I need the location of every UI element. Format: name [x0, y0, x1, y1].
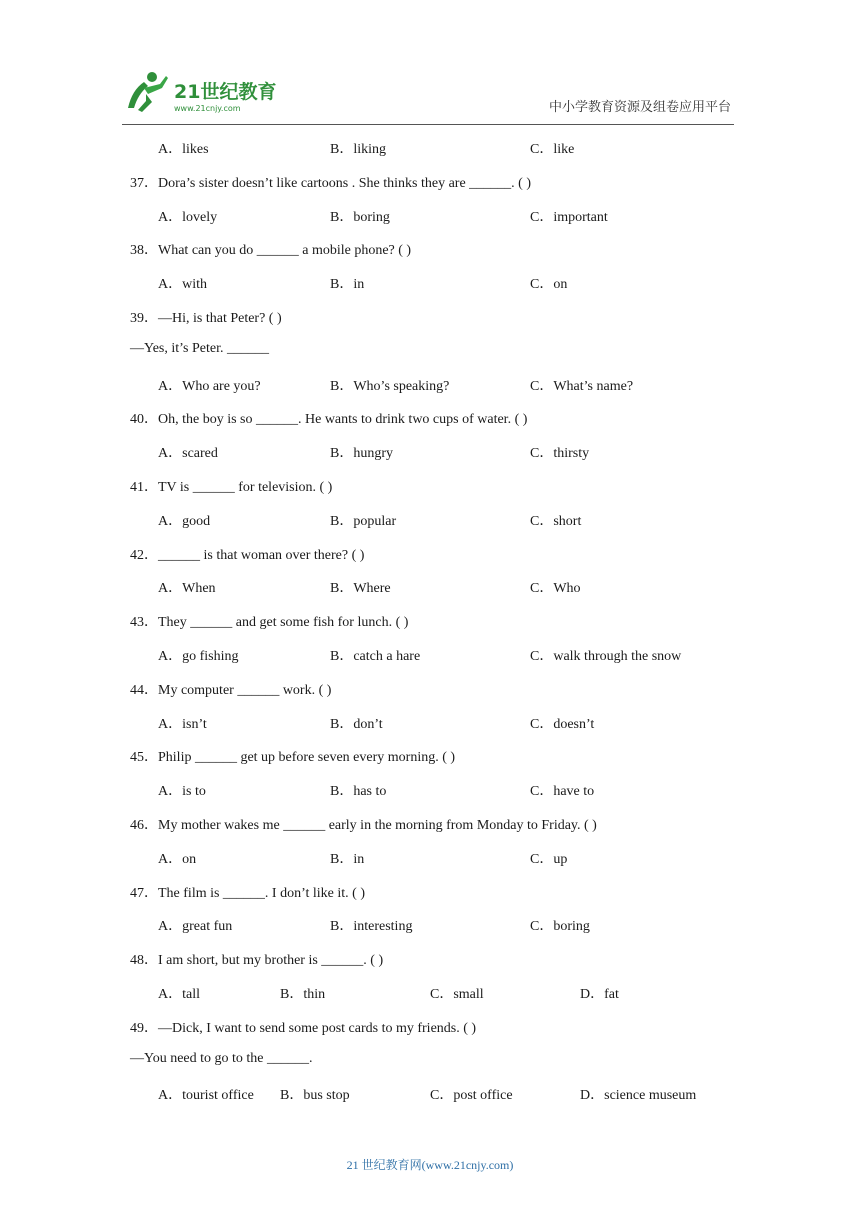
option-letter: B． — [330, 142, 354, 157]
option-letter: B． — [330, 919, 354, 935]
option-letter: C． — [530, 581, 554, 597]
option-text: have to — [553, 784, 595, 800]
answer-option — [330, 577, 391, 597]
answer-option — [158, 273, 207, 293]
answer-option — [530, 713, 594, 733]
option-letter: C． — [530, 378, 554, 394]
answer-option — [158, 577, 216, 597]
option-letter: A． — [158, 142, 183, 157]
option-letter: C． — [530, 513, 554, 529]
answer-option — [330, 138, 386, 158]
option-letter: C． — [430, 1088, 454, 1104]
answer-option — [330, 206, 390, 226]
question-text: Philip ______ get up before seven every morning. ( ) — [158, 750, 456, 766]
option-text: science museum — [604, 1088, 697, 1104]
answer-option — [530, 510, 581, 530]
option-letter: C． — [430, 987, 454, 1002]
option-letter: C． — [530, 716, 554, 732]
question-number: 42． — [130, 547, 158, 563]
question-stem — [130, 882, 365, 902]
answer-option — [530, 780, 594, 800]
option-text: great fun — [182, 919, 233, 935]
question-number: 48． — [130, 953, 158, 969]
answer-option — [158, 848, 196, 868]
option-letter: B． — [330, 446, 354, 462]
option-letter: D． — [580, 1088, 605, 1104]
option-text: thirsty — [553, 446, 590, 462]
question-number: 40． — [130, 412, 158, 428]
option-letter: A． — [158, 716, 183, 732]
answer-option — [158, 442, 218, 462]
question-text: —Dick, I want to send some post cards to my friends. ( ) — [158, 1020, 477, 1036]
option-text: boring — [553, 919, 590, 935]
answer-option — [158, 206, 217, 226]
question-stem — [130, 172, 531, 192]
option-text: has to — [353, 784, 387, 800]
option-text: scared — [182, 446, 218, 462]
answer-option — [158, 1084, 254, 1104]
option-text: Who — [553, 581, 581, 597]
option-text: boring — [353, 209, 390, 225]
question-text: They ______ and get some fish for lunch. ( ) — [158, 615, 409, 631]
option-letter: A． — [158, 919, 183, 935]
option-letter: A． — [158, 784, 183, 800]
option-text: isn’t — [182, 716, 207, 732]
answer-option — [530, 375, 633, 395]
question-stem — [130, 476, 332, 496]
option-letter: A． — [158, 987, 183, 1002]
question-stem — [130, 611, 408, 631]
question-number: 39． — [130, 311, 158, 326]
option-letter: C． — [530, 851, 554, 867]
answer-option — [530, 206, 608, 226]
question-text: My computer ______ work. ( ) — [158, 682, 332, 698]
option-text: catch a hare — [353, 649, 421, 664]
option-text: walk through the snow — [553, 649, 682, 664]
logo-url: www.21cnjy.com — [174, 104, 241, 113]
option-letter: A． — [158, 1088, 183, 1104]
option-letter: A． — [158, 649, 183, 664]
option-text: thin — [303, 987, 326, 1002]
option-text: with — [182, 277, 208, 293]
question-text: Oh, the boy is so ______. He wants to drink two cups of water. ( ) — [158, 412, 528, 428]
question-number: 44． — [130, 682, 158, 698]
option-letter: B． — [280, 1088, 304, 1104]
option-text: on — [182, 851, 197, 867]
option-letter: B． — [280, 987, 304, 1002]
question-number: 46． — [130, 818, 158, 833]
answer-option — [530, 273, 567, 293]
answer-option — [430, 1084, 513, 1104]
answer-option — [158, 983, 200, 1003]
answer-option — [530, 138, 574, 158]
option-letter: A． — [158, 851, 183, 867]
option-text: like — [553, 142, 575, 157]
option-letter: C． — [530, 142, 554, 157]
option-text: tall — [182, 987, 201, 1002]
option-text: Who are you? — [182, 378, 261, 394]
answer-option — [330, 510, 396, 530]
answer-option — [280, 1084, 350, 1104]
question-stem — [130, 307, 282, 327]
option-text: Who’s speaking? — [353, 378, 450, 394]
option-text: interesting — [353, 919, 413, 935]
question-stem — [130, 814, 597, 834]
option-letter: B． — [330, 581, 354, 597]
option-text: go fishing — [182, 649, 239, 664]
option-letter: A． — [158, 513, 183, 529]
question-text: My mother wakes me ______ early in the morning from Monday to Friday. ( ) — [158, 818, 597, 833]
dialogue-line: —You need to go to the ______. — [130, 1050, 313, 1066]
option-letter: A． — [158, 209, 183, 225]
option-letter: A． — [158, 581, 183, 597]
question-stem — [130, 239, 411, 259]
option-text: liking — [353, 142, 387, 157]
option-letter: A． — [158, 277, 183, 293]
option-letter: B． — [330, 378, 354, 394]
option-letter: B． — [330, 513, 354, 529]
answer-option — [330, 713, 383, 733]
option-text: in — [353, 277, 365, 293]
question-text: TV is ______ for television. ( ) — [158, 480, 333, 495]
question-number: 47． — [130, 885, 158, 901]
answer-option — [330, 780, 386, 800]
question-text: I am short, but my brother is ______. ( ) — [158, 953, 384, 969]
option-letter: C． — [530, 784, 554, 800]
answer-option — [158, 645, 239, 665]
question-text: —Hi, is that Peter? ( ) — [158, 311, 282, 326]
option-text: is to — [182, 784, 206, 800]
option-text: up — [553, 851, 568, 867]
option-text: important — [553, 209, 608, 225]
footer-text: 21 世纪教育网(www.21cnjy.com) — [346, 1158, 514, 1172]
question-text: What can you do ______ a mobile phone? ( ) — [158, 243, 412, 259]
option-letter: B． — [330, 851, 354, 867]
option-letter: C． — [530, 277, 554, 293]
option-letter: A． — [158, 446, 183, 462]
answer-option — [330, 442, 393, 462]
option-text: short — [553, 513, 582, 529]
answer-option — [330, 645, 420, 665]
option-text: post office — [453, 1088, 513, 1104]
option-text: Where — [353, 581, 391, 597]
question-number: 38． — [130, 243, 158, 259]
option-text: What’s name? — [553, 378, 634, 394]
answer-option — [158, 713, 207, 733]
answer-option — [158, 375, 261, 395]
answer-option — [330, 848, 364, 868]
option-text: hungry — [353, 446, 394, 462]
answer-option — [330, 273, 364, 293]
answer-option — [530, 915, 590, 935]
option-letter: C． — [530, 209, 554, 225]
question-number: 49． — [130, 1020, 158, 1036]
question-stem — [130, 1017, 476, 1037]
answer-option — [530, 577, 581, 597]
option-letter: B． — [330, 716, 354, 732]
question-stem — [130, 544, 364, 564]
answer-option — [158, 780, 206, 800]
answer-option — [580, 1084, 696, 1104]
question-stem — [130, 679, 331, 699]
option-text: likes — [182, 142, 209, 157]
answer-option — [430, 983, 484, 1003]
option-text: tourist office — [182, 1088, 254, 1104]
answer-option — [530, 848, 567, 868]
option-letter: A． — [158, 378, 183, 394]
answer-option — [530, 442, 589, 462]
answer-option — [158, 510, 210, 530]
dialogue-line: —Yes, it’s Peter. ______ — [130, 340, 269, 356]
question-number: 41． — [130, 480, 158, 495]
question-text: ______ is that woman over there? ( ) — [158, 547, 365, 563]
option-text: fat — [604, 987, 619, 1002]
question-stem — [130, 746, 455, 766]
logo-text: 21世纪教育 — [174, 81, 277, 103]
answer-option — [158, 138, 209, 158]
answer-option — [280, 983, 325, 1003]
answer-option — [330, 915, 412, 935]
option-text: good — [182, 513, 211, 529]
option-letter: C． — [530, 446, 554, 462]
option-letter: B． — [330, 277, 354, 293]
answer-option — [330, 375, 449, 395]
question-text: The film is ______. I don’t like it. ( ) — [158, 885, 365, 901]
question-number: 43． — [130, 615, 158, 631]
option-text: When — [182, 581, 216, 597]
question-stem — [130, 408, 527, 428]
answer-option — [580, 983, 619, 1003]
option-letter: D． — [580, 987, 605, 1002]
option-text: in — [353, 851, 365, 867]
header-divider — [122, 124, 734, 125]
question-number: 37． — [130, 175, 158, 191]
option-text: popular — [353, 513, 397, 529]
answer-option — [530, 645, 681, 665]
option-letter: C． — [530, 649, 554, 664]
question-stem — [130, 949, 383, 969]
option-text: small — [453, 987, 484, 1002]
site-logo — [122, 68, 292, 116]
option-text: lovely — [182, 209, 218, 225]
answer-option — [158, 915, 232, 935]
option-letter: B． — [330, 649, 354, 664]
question-text: Dora’s sister doesn’t like cartoons . She thinks they are ______. ( ) — [158, 175, 532, 191]
option-letter: B． — [330, 784, 354, 800]
option-letter: B． — [330, 209, 354, 225]
option-text: on — [553, 277, 568, 293]
option-text: don’t — [353, 716, 383, 732]
platform-title: 中小学教育资源及组卷应用平台 — [549, 100, 732, 115]
option-text: bus stop — [303, 1088, 350, 1104]
option-letter: C． — [530, 919, 554, 935]
question-number: 45． — [130, 750, 158, 766]
option-text: doesn’t — [553, 716, 595, 732]
